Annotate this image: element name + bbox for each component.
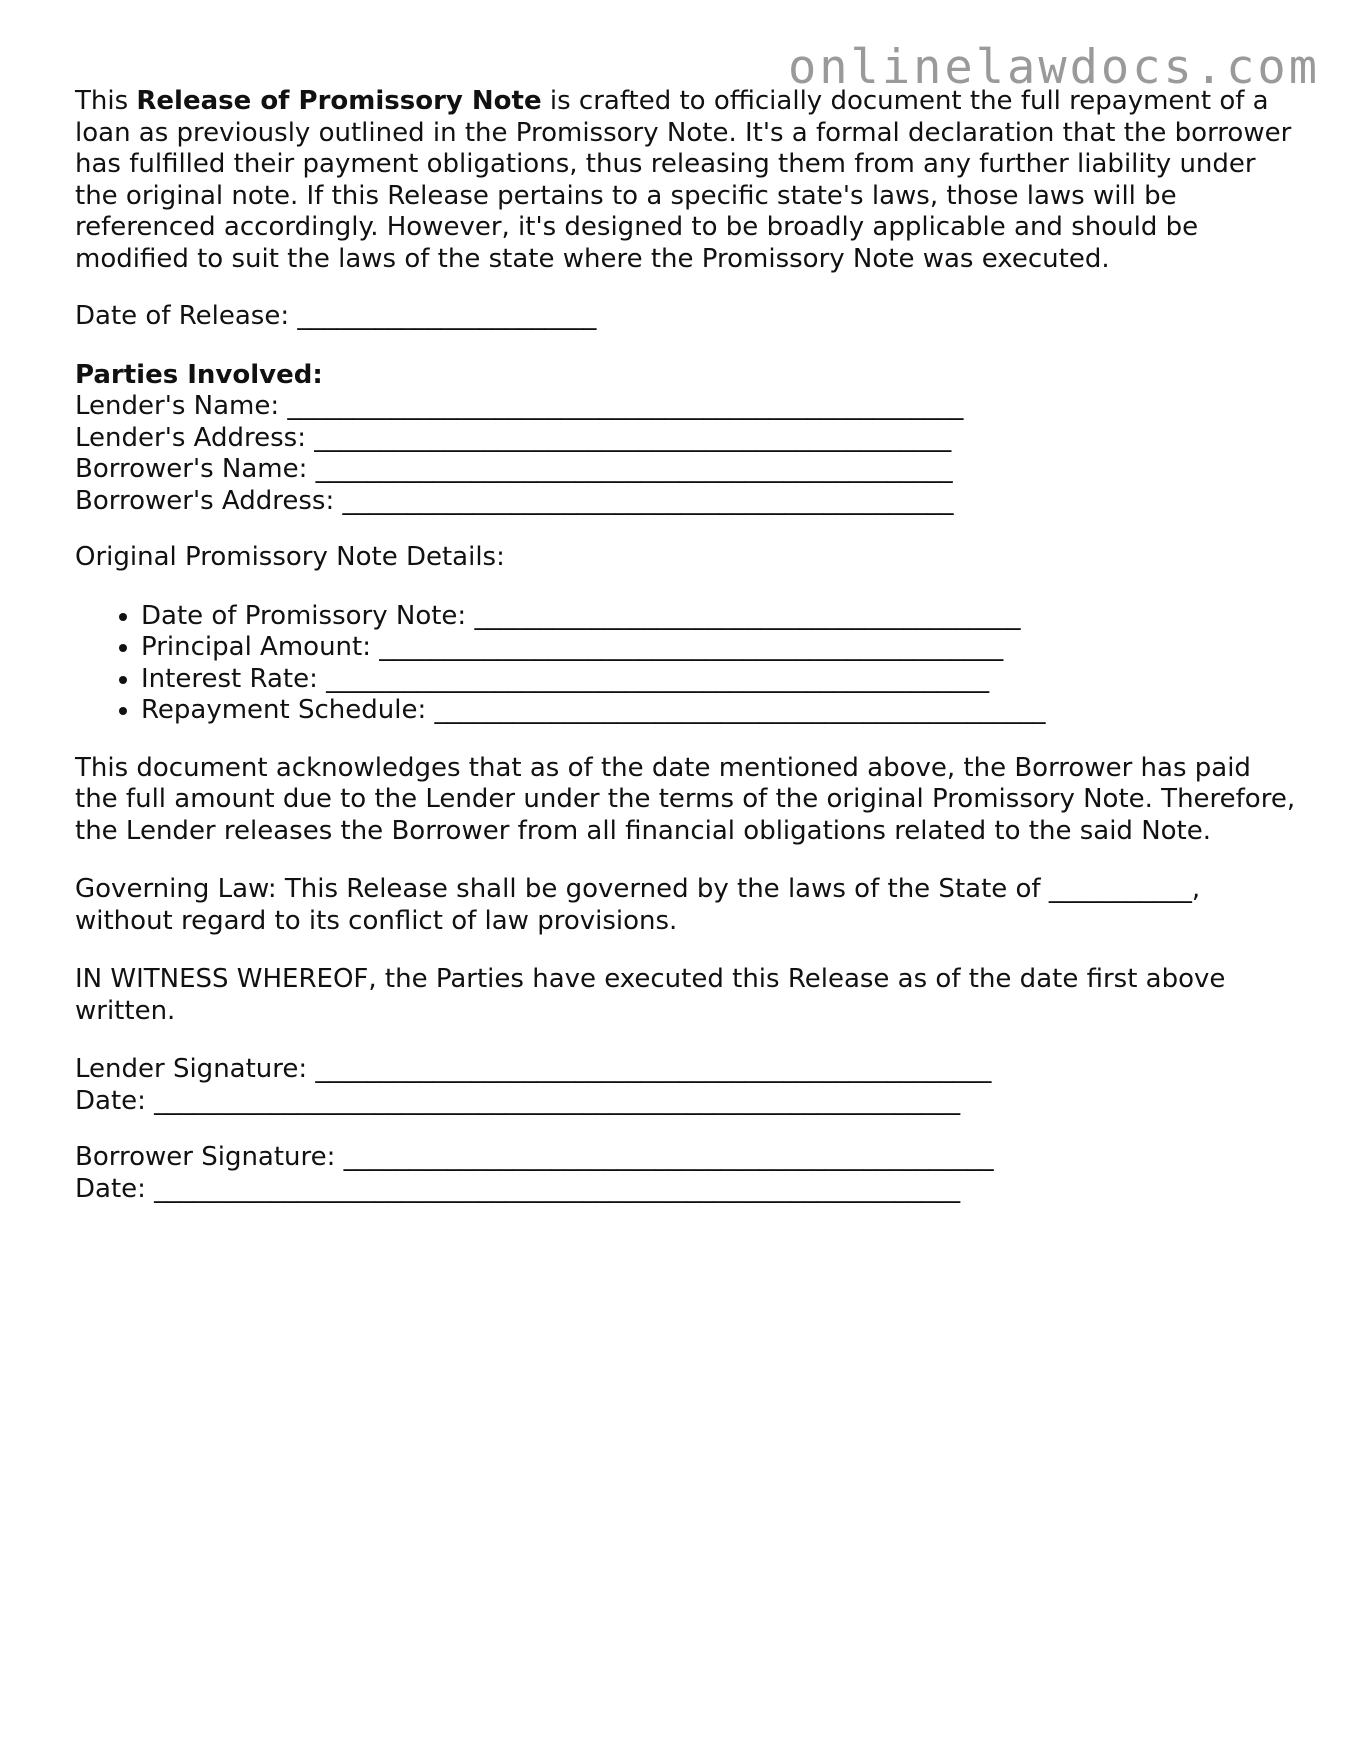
list-item-interest-rate[interactable]: • Interest Rate: ___________________________________________________ xyxy=(141,664,1300,696)
lender-signature-field[interactable]: Lender Signature: ____________________________________________________ xyxy=(75,1054,992,1084)
borrower-address-field[interactable]: Borrower's Address: _______________________________________________ xyxy=(75,485,954,516)
parties-section xyxy=(75,360,1300,518)
lender-signature-block xyxy=(75,1054,1300,1117)
intro-prefix: This xyxy=(75,86,137,116)
borrower-signature-field[interactable]: Borrower Signature: __________________________________________________ xyxy=(75,1142,994,1172)
parties-heading: Parties Involved: xyxy=(75,359,323,390)
list-item-principal-amount[interactable]: • Principal Amount: ________________________________________________ xyxy=(141,632,1300,664)
date-of-release-field[interactable] xyxy=(75,301,1300,333)
intro-text: is crafted to officially document the full repayment of a loan as previously outlined in the Promissory Note. It's a formal declaration that the borrower has fulfilled their payment obligations, thus releasing them from any further liability under the original note. If this Release pertains to a specific state's laws, those laws will be referenced accordingly. However, it's designed to be broadly applicable and should be modified to suit the laws of the state where the Promissory Note was executed. xyxy=(75,86,1292,274)
intro-paragraph xyxy=(75,86,1300,275)
date-of-release-label: Date of Release: _______________________ xyxy=(75,301,597,331)
watermark: onlinelawdocs.com xyxy=(787,40,1320,95)
document-body xyxy=(75,86,1300,1230)
borrower-signature-block xyxy=(75,1142,1300,1205)
governing-law-paragraph[interactable]: Governing Law: This Release shall be governed by the laws of the State of ___________, without regard to its conflict of law provisions. xyxy=(75,874,1201,936)
witness-paragraph: IN WITNESS WHEREOF, the Parties have executed this Release as of the date first above written. xyxy=(75,964,1226,1026)
acknowledgment-paragraph: This document acknowledges that as of the date mentioned above, the Borrower has paid the full amount due to the Lender under the terms of the original Promissory Note. Therefore, the Lender releases the Borrower from all financial obligations related to the said Note. xyxy=(75,752,1296,846)
list-item-repayment-schedule[interactable]: • Repayment Schedule: _______________________________________________ xyxy=(141,695,1300,727)
original-note-heading: Original Promissory Note Details: xyxy=(75,542,505,572)
note-details-list xyxy=(75,601,1300,727)
lender-name-field[interactable]: Lender's Name: ____________________________________________________ xyxy=(75,391,964,421)
document-title: Release of Promissory Note xyxy=(136,86,542,116)
list-item-date-of-note[interactable]: • Date of Promissory Note: __________________________________________ xyxy=(141,601,1300,633)
lender-date-field[interactable]: Date: ______________________________________________________________ xyxy=(75,1085,961,1116)
borrower-name-field[interactable]: Borrower's Name: _________________________________________________ xyxy=(75,454,953,484)
lender-address-field[interactable]: Lender's Address: _________________________________________________ xyxy=(75,422,952,453)
borrower-date-field[interactable]: Date: ______________________________________________________________ xyxy=(75,1173,961,1204)
